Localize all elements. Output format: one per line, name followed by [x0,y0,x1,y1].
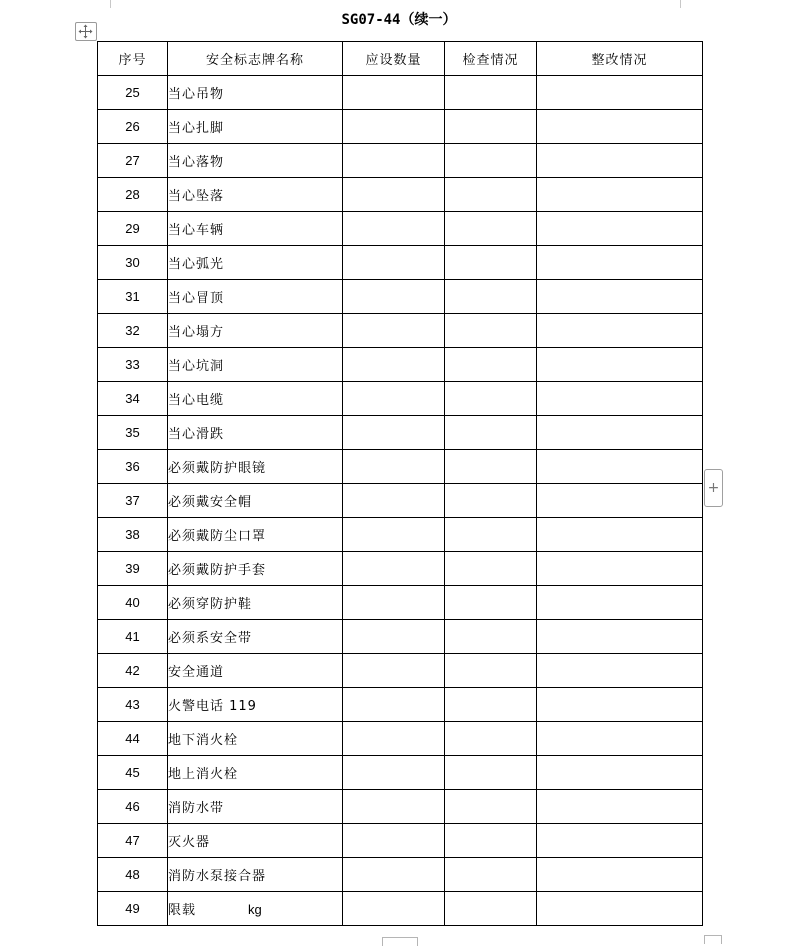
table-row [98,790,703,824]
quantity-cell[interactable] [343,246,445,280]
header-name: 安全标志牌名称 [168,42,343,76]
header-quantity: 应设数量 [343,42,445,76]
rectification-cell[interactable] [537,416,703,450]
table-row [98,76,703,110]
rectification-cell[interactable] [537,892,703,926]
row-number: 35 [98,416,168,450]
inspection-cell[interactable] [445,586,537,620]
page-bottom-handle-right [704,935,722,944]
table-row [98,654,703,688]
header-no: 序号 [98,42,168,76]
sign-name: 消防水带 [168,801,225,816]
sign-name: 必须戴防护手套 [168,563,267,578]
quantity-cell[interactable] [343,552,445,586]
rectification-cell[interactable] [537,620,703,654]
row-number: 31 [98,280,168,314]
row-number: 42 [98,654,168,688]
rectification-cell[interactable] [537,246,703,280]
row-number: 25 [98,76,168,110]
row-number: 46 [98,790,168,824]
quantity-cell[interactable] [343,824,445,858]
quantity-cell[interactable] [343,280,445,314]
table-row [98,756,703,790]
rectification-cell[interactable] [537,110,703,144]
quantity-cell[interactable] [343,688,445,722]
sign-name: 消防水泵接合器 [168,869,267,884]
sign-name: 必须戴防护眼镜 [168,461,267,476]
sign-name-cell [168,246,343,280]
rectification-cell[interactable] [537,722,703,756]
quantity-cell[interactable] [343,110,445,144]
quantity-cell[interactable] [343,518,445,552]
quantity-cell[interactable] [343,348,445,382]
quantity-cell[interactable] [343,756,445,790]
safety-sign-table [97,41,703,926]
table-row [98,144,703,178]
quantity-cell[interactable] [343,484,445,518]
sign-name: 灭火器 [168,835,211,850]
quantity-cell[interactable] [343,416,445,450]
sign-name-cell [168,756,343,790]
rectification-cell[interactable] [537,688,703,722]
sign-name: 当心坑洞 [168,359,225,374]
rectification-cell[interactable] [537,178,703,212]
sign-name-cell [168,212,343,246]
row-number: 34 [98,382,168,416]
row-number: 28 [98,178,168,212]
inspection-cell[interactable] [445,892,537,926]
row-number: 39 [98,552,168,586]
row-number: 26 [98,110,168,144]
sign-name-cell [168,654,343,688]
quantity-cell[interactable] [343,654,445,688]
inspection-cell[interactable] [445,110,537,144]
table-row [98,586,703,620]
quantity-cell[interactable] [343,212,445,246]
quantity-cell[interactable] [343,76,445,110]
sign-name: 当心冒顶 [168,291,225,306]
rectification-cell[interactable] [537,314,703,348]
table-row [98,280,703,314]
rectification-cell[interactable] [537,280,703,314]
inspection-cell[interactable] [445,858,537,892]
row-number: 33 [98,348,168,382]
sign-name: 当心滑跌 [168,427,225,442]
sign-name-cell [168,382,343,416]
inspection-cell[interactable] [445,756,537,790]
rectification-cell[interactable] [537,552,703,586]
row-number: 37 [98,484,168,518]
sign-name: 当心落物 [168,155,225,170]
sign-name: 必须穿防护鞋 [168,597,253,612]
header-inspection: 检查情况 [445,42,537,76]
sign-name-cell [168,892,343,926]
sign-name: 必须戴防尘口罩 [168,529,267,544]
rectification-cell[interactable] [537,484,703,518]
sign-name: 当心坠落 [168,189,225,204]
sign-name-cell [168,620,343,654]
table-row [98,178,703,212]
inspection-cell[interactable] [445,450,537,484]
sign-name: 当心车辆 [168,223,225,238]
sign-name: 安全通道 [168,665,225,680]
sign-name: 限载 [168,903,197,918]
table-row [98,348,703,382]
sign-name-cell [168,178,343,212]
rectification-cell[interactable] [537,518,703,552]
sign-name-cell [168,858,343,892]
rectification-cell[interactable] [537,450,703,484]
table-row [98,552,703,586]
table-row [98,892,703,926]
quantity-cell[interactable] [343,382,445,416]
rectification-cell[interactable] [537,144,703,178]
table-row [98,722,703,756]
quantity-cell[interactable] [343,144,445,178]
rectification-cell[interactable] [537,348,703,382]
table-move-handle[interactable] [75,22,97,41]
rectification-cell[interactable] [537,382,703,416]
table-row [98,246,703,280]
sign-name: 当心吊物 [168,87,225,102]
sign-name: 火警电话 119 [168,699,257,714]
inspection-cell[interactable] [445,654,537,688]
table-body [98,76,703,926]
inspection-cell[interactable] [445,620,537,654]
quantity-cell[interactable] [343,790,445,824]
quantity-cell[interactable] [343,858,445,892]
table-row [98,688,703,722]
load-unit: kg [248,902,262,917]
inspection-cell[interactable] [445,178,537,212]
rectification-cell[interactable] [537,212,703,246]
sign-name-cell [168,144,343,178]
quantity-cell[interactable] [343,178,445,212]
inspection-cell[interactable] [445,280,537,314]
row-number: 40 [98,586,168,620]
sign-name: 当心电缆 [168,393,225,408]
add-row-button[interactable] [704,469,723,507]
row-number: 41 [98,620,168,654]
table-row [98,212,703,246]
move-arrows-icon [78,24,93,39]
row-number: 30 [98,246,168,280]
row-number: 27 [98,144,168,178]
row-number: 29 [98,212,168,246]
inspection-cell[interactable] [445,246,537,280]
inspection-cell[interactable] [445,552,537,586]
inspection-cell[interactable] [445,416,537,450]
inspection-cell[interactable] [445,722,537,756]
rectification-cell[interactable] [537,76,703,110]
row-number: 49 [98,892,168,926]
table-row [98,824,703,858]
row-number: 32 [98,314,168,348]
quantity-cell[interactable] [343,450,445,484]
page-corner-mark-left [96,0,111,8]
row-number: 44 [98,722,168,756]
page-corner-mark-right [680,0,693,8]
rectification-cell[interactable] [537,858,703,892]
rectification-cell[interactable] [537,654,703,688]
sign-name-cell [168,484,343,518]
rectification-cell[interactable] [537,824,703,858]
sign-name: 当心塌方 [168,325,225,340]
table-row [98,484,703,518]
table-row [98,620,703,654]
table-row [98,858,703,892]
sign-name-cell [168,348,343,382]
row-number: 38 [98,518,168,552]
sign-name-cell [168,314,343,348]
quantity-cell[interactable] [343,586,445,620]
inspection-cell[interactable] [445,314,537,348]
sign-name-cell [168,416,343,450]
sign-name-cell [168,450,343,484]
sign-name: 当心弧光 [168,257,225,272]
quantity-cell[interactable] [343,892,445,926]
sign-name-cell [168,824,343,858]
sign-name-cell [168,722,343,756]
row-number: 48 [98,858,168,892]
table-row [98,450,703,484]
quantity-cell[interactable] [343,620,445,654]
row-number: 43 [98,688,168,722]
sign-name: 必须戴安全帽 [168,495,253,510]
sign-name: 必须系安全带 [168,631,253,646]
inspection-cell[interactable] [445,76,537,110]
table-header-row [98,42,703,76]
inspection-cell[interactable] [445,348,537,382]
table-row [98,382,703,416]
sign-name: 地上消火栓 [168,767,239,782]
sign-name-cell [168,280,343,314]
sign-name-cell [168,586,343,620]
quantity-cell[interactable] [343,314,445,348]
table-row [98,314,703,348]
table-row [98,416,703,450]
sign-name-cell [168,76,343,110]
row-number: 45 [98,756,168,790]
rectification-cell[interactable] [537,790,703,824]
quantity-cell[interactable] [343,722,445,756]
sign-name-cell [168,110,343,144]
table-row [98,110,703,144]
inspection-cell[interactable] [445,518,537,552]
sign-name: 地下消火栓 [168,733,239,748]
rectification-cell[interactable] [537,586,703,620]
inspection-cell[interactable] [445,824,537,858]
table-row [98,518,703,552]
inspection-cell[interactable] [445,790,537,824]
rectification-cell[interactable] [537,756,703,790]
inspection-cell[interactable] [445,484,537,518]
row-number: 47 [98,824,168,858]
sign-name-cell [168,790,343,824]
row-number: 36 [98,450,168,484]
inspection-cell[interactable] [445,144,537,178]
inspection-cell[interactable] [445,688,537,722]
sign-name-cell [168,552,343,586]
inspection-cell[interactable] [445,382,537,416]
inspection-cell[interactable] [445,212,537,246]
sign-name: 当心扎脚 [168,121,225,136]
plus-icon: + [707,480,720,496]
sign-name-cell [168,518,343,552]
page-title: SG07-44（续一） [341,12,457,28]
header-rectification: 整改情况 [537,42,703,76]
sign-name-cell [168,688,343,722]
